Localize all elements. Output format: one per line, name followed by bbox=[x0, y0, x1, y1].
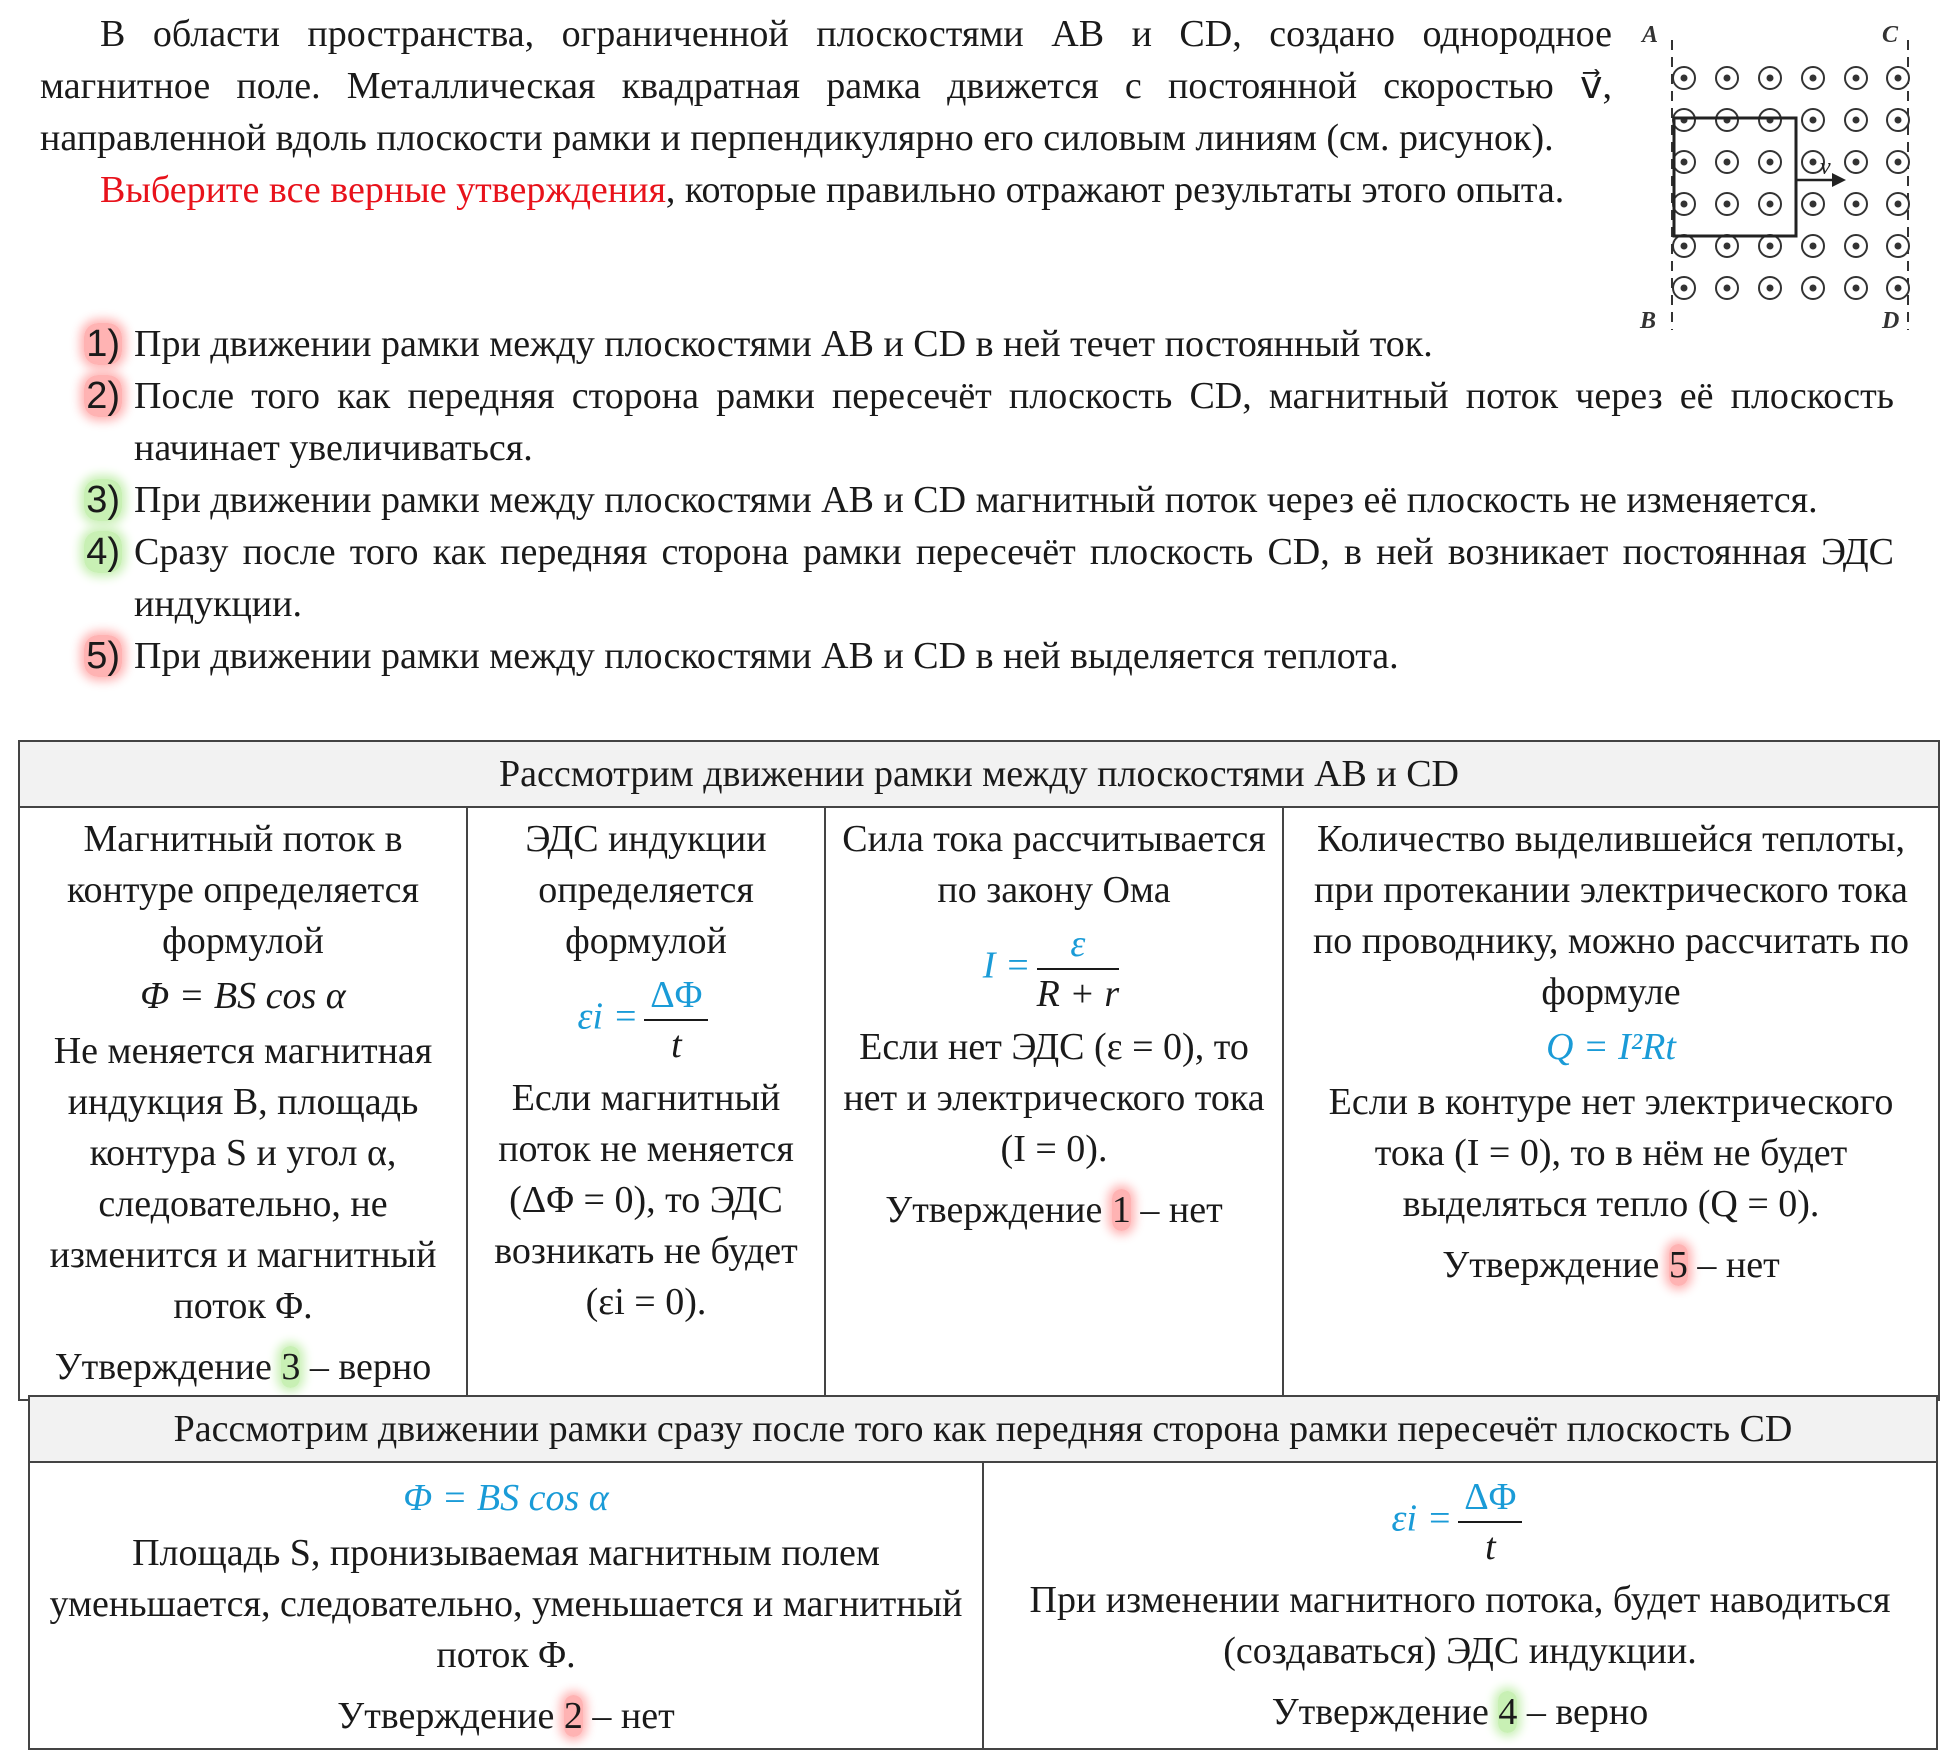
verdict-3-number: 3 bbox=[281, 1346, 301, 1388]
field-symbol-center bbox=[1895, 75, 1902, 82]
label-b: B bbox=[1640, 308, 1657, 334]
field-symbol-center bbox=[1681, 159, 1688, 166]
field-symbol-center bbox=[1810, 285, 1817, 292]
magnetic-field-figure bbox=[1632, 20, 1932, 340]
option-2-number: 2) bbox=[86, 375, 120, 417]
option-3-text: При движении рамки между плоскостями AB и CD магнитный поток через её плоскость не изменяется. bbox=[134, 479, 1818, 521]
option-1-number: 1) bbox=[86, 323, 120, 365]
flux-formula: Φ = BS cos α bbox=[140, 975, 346, 1017]
option-5-number: 5) bbox=[86, 635, 120, 677]
heat-explanation: Если в контуре нет электрического тока (I = 0), то в нём не будет выделяться тепло (Q = 0). bbox=[1328, 1081, 1894, 1225]
field-symbol-center bbox=[1853, 117, 1860, 124]
field-symbol-center bbox=[1810, 243, 1817, 250]
table2-emf-formula: εi = $\frac{\Delta\Phi}{t}$ bbox=[992, 1473, 1928, 1571]
problem-paragraph-1: В области пространства, ограниченной плоскостями AB и CD, создано однородное магнитное поле. Металлическая квадратная рамка движется с постоянной скоростью v⃗, направленной вдоль плоскости рамки и перпендикулярно его силовым линиям (см. рисунок). bbox=[40, 13, 1612, 159]
option-5 bbox=[40, 630, 1894, 682]
option-1 bbox=[40, 318, 1894, 370]
table1-emf-cell bbox=[467, 807, 825, 1400]
field-symbol-center bbox=[1810, 159, 1817, 166]
verdict-4: Утверждение 4 – верно bbox=[1271, 1691, 1649, 1733]
field-symbol-center bbox=[1853, 201, 1860, 208]
field-symbol-center bbox=[1895, 201, 1902, 208]
square-frame bbox=[1674, 118, 1796, 236]
field-symbol-center bbox=[1810, 117, 1817, 124]
verdict-2-number: 2 bbox=[563, 1695, 583, 1737]
field-symbol-center bbox=[1724, 201, 1731, 208]
table1-header: Рассмотрим движении рамки между плоскостями AB и CD bbox=[19, 741, 1939, 807]
flux-intro: Магнитный поток в контуре определяется формулой bbox=[67, 818, 419, 962]
field-symbol-center bbox=[1724, 159, 1731, 166]
verdict-2: Утверждение 2 – нет bbox=[337, 1695, 675, 1737]
verdict-1-number: 1 bbox=[1111, 1189, 1131, 1231]
emf-intro: ЭДС индукции определяется формулой bbox=[525, 818, 767, 962]
verdict-5-number: 5 bbox=[1668, 1244, 1688, 1286]
option-3 bbox=[40, 474, 1894, 526]
ohm-formula: I = $\frac{\varepsilon}{R + r}$ bbox=[834, 920, 1274, 1018]
label-d: D bbox=[1882, 308, 1900, 334]
field-symbol-center bbox=[1767, 201, 1774, 208]
label-a: A bbox=[1642, 22, 1659, 48]
table2-flux-explanation: Площадь S, пронизываемая магнитным полем уменьшается, следовательно, уменьшается и магнитный поток Φ. bbox=[49, 1532, 963, 1676]
field-symbol-center bbox=[1681, 201, 1688, 208]
table2-emf-cell bbox=[983, 1462, 1937, 1749]
field-symbol-center bbox=[1681, 285, 1688, 292]
option-2-text: После того как передняя сторона рамки пересечёт плоскость CD, магнитный поток через её плоскость начинает увеличиваться. bbox=[134, 375, 1894, 469]
table2-flux-cell bbox=[29, 1462, 983, 1749]
option-4 bbox=[40, 526, 1894, 630]
velocity-label: v⃗ bbox=[1820, 154, 1850, 180]
problem-statement bbox=[40, 8, 1612, 216]
option-1-text: При движении рамки между плоскостями AB и CD в ней течет постоянный ток. bbox=[134, 323, 1433, 365]
heat-intro: Количество выделившейся теплоты, при протекании электрического тока по проводнику, можно рассчитать по формуле bbox=[1312, 818, 1910, 1013]
table2-header: Рассмотрим движении рамки сразу после того как передняя сторона рамки пересечёт плоскость CD bbox=[29, 1396, 1937, 1462]
table1-current-cell bbox=[825, 807, 1283, 1400]
emf-formula: εi = $\frac{\Delta\Phi}{t}$ bbox=[476, 971, 816, 1069]
field-symbol-center bbox=[1681, 243, 1688, 250]
instruction-highlight: Выберите все верные утверждения bbox=[100, 169, 666, 211]
field-symbol-center bbox=[1724, 75, 1731, 82]
field-symbol-center bbox=[1767, 159, 1774, 166]
current-intro: Сила тока рассчитывается по закону Ома bbox=[842, 818, 1266, 911]
field-symbol-center bbox=[1895, 285, 1902, 292]
option-2 bbox=[40, 370, 1894, 474]
field-symbol-center bbox=[1895, 243, 1902, 250]
table2-flux-formula: Φ = BS cos α bbox=[403, 1477, 609, 1519]
field-symbol-center bbox=[1681, 75, 1688, 82]
table2-emf-explanation: При изменении магнитного потока, будет наводиться (создаваться) ЭДС индукции. bbox=[1029, 1579, 1891, 1672]
option-4-text: Сразу после того как передняя сторона рамки пересечёт плоскость CD, в ней возникает постоянная ЭДС индукции. bbox=[134, 531, 1894, 625]
problem-paragraph-2 bbox=[40, 164, 1612, 216]
field-symbol-center bbox=[1853, 243, 1860, 250]
option-5-text: При движении рамки между плоскостями AB и CD в ней выделяется теплота. bbox=[134, 635, 1399, 677]
field-symbol-center bbox=[1853, 285, 1860, 292]
verdict-3: Утверждение 3 – верно bbox=[54, 1346, 432, 1388]
field-symbol-center bbox=[1853, 159, 1860, 166]
option-3-number: 3) bbox=[86, 479, 120, 521]
option-4-number: 4) bbox=[86, 531, 120, 573]
emf-explanation: Если магнитный поток не меняется (ΔΦ = 0), то ЭДС возникать не будет (εi = 0). bbox=[494, 1077, 798, 1323]
table1-flux-cell bbox=[19, 807, 467, 1400]
flux-explanation: Не меняется магнитная индукция B, площадь контура S и угол α, следовательно, не изменится и магнитный поток Φ. bbox=[49, 1030, 437, 1327]
field-symbol-center bbox=[1767, 243, 1774, 250]
answer-options bbox=[40, 318, 1894, 682]
field-symbol-center bbox=[1853, 75, 1860, 82]
label-c: C bbox=[1882, 22, 1899, 48]
instruction-rest: , которые правильно отражают результаты этого опыта. bbox=[665, 169, 1565, 211]
table1-heat-cell bbox=[1283, 807, 1939, 1400]
current-explanation: Если нет ЭДС (ε = 0), то нет и электрического тока (I = 0). bbox=[843, 1026, 1265, 1170]
field-dots bbox=[1673, 67, 1909, 299]
field-symbol-center bbox=[1810, 75, 1817, 82]
field-symbol-center bbox=[1895, 117, 1902, 124]
field-symbol-center bbox=[1724, 243, 1731, 250]
solution-table-after-crossing bbox=[28, 1395, 1938, 1750]
field-symbol-center bbox=[1767, 285, 1774, 292]
heat-formula: Q = I²Rt bbox=[1546, 1026, 1676, 1068]
field-symbol-center bbox=[1767, 75, 1774, 82]
verdict-4-number: 4 bbox=[1498, 1691, 1518, 1733]
field-symbol-center bbox=[1810, 201, 1817, 208]
field-diagram bbox=[1632, 20, 1932, 340]
solution-table-between-planes bbox=[18, 740, 1940, 1401]
verdict-5: Утверждение 5 – нет bbox=[1442, 1244, 1780, 1286]
field-symbol-center bbox=[1895, 159, 1902, 166]
verdict-1: Утверждение 1 – нет bbox=[885, 1189, 1223, 1231]
field-symbol-center bbox=[1724, 285, 1731, 292]
